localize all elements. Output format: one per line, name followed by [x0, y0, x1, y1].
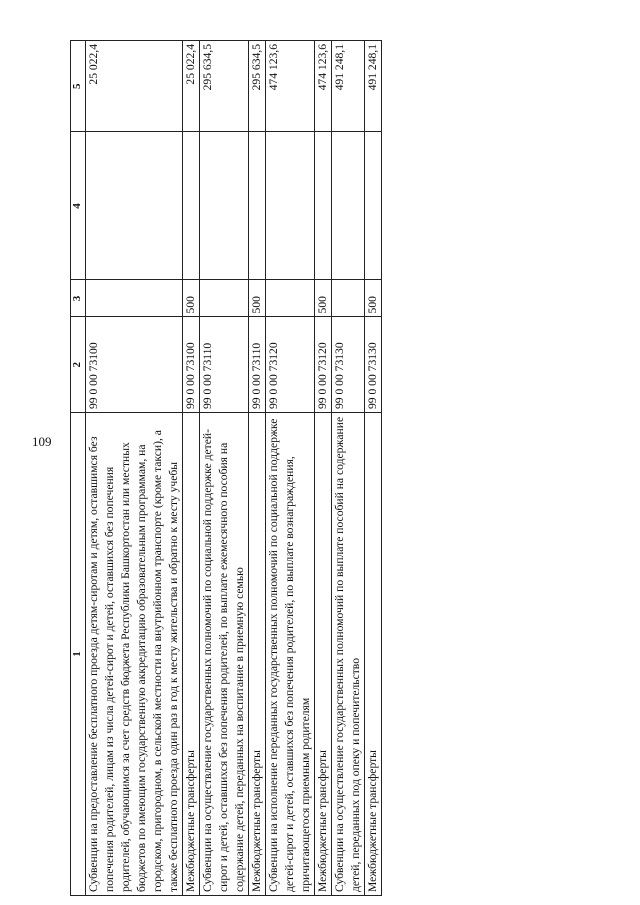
row-col4-cell: [183, 132, 200, 280]
table-row: [365, 41, 382, 896]
rotated-table-container: [70, 40, 548, 896]
row-col4-cell: [200, 132, 249, 280]
row-code-cell: 99 0 00 73130: [332, 317, 365, 413]
row-col4-cell: [365, 132, 382, 280]
table-row: [249, 41, 266, 896]
row-code-cell: 99 0 00 73110: [249, 317, 266, 413]
row-col4-cell: [332, 132, 365, 280]
row-name-cell: Субвенции на осуществление государственных полномочий по социальной поддержке детей-сирот и детей, оставшихся без попечения родителей, по выплате ежемесячного пособия на содержание детей, переданных на воспитание в приемную семью: [200, 413, 249, 896]
row-type-cell: [200, 280, 249, 317]
header-row: [71, 41, 86, 896]
row-amount-cell: 474 123,6: [315, 41, 332, 133]
row-type-cell: [266, 280, 315, 317]
table-row: [315, 41, 332, 896]
row-amount-cell: 25 022,4: [183, 41, 200, 133]
column-header: 5: [71, 41, 86, 133]
row-type-cell: [86, 280, 183, 317]
row-name-cell: Субвенции на исполнение переданных государственных полномочий по социальной поддержке детей-сирот и детей, оставшихся без попечения родителей, по выплате вознаграждения, причитающегося приемным родителям: [266, 413, 315, 896]
table-row: [183, 41, 200, 896]
row-amount-cell: 491 248,1: [332, 41, 365, 133]
table-row: [86, 41, 183, 896]
row-code-cell: 99 0 00 73110: [200, 317, 249, 413]
row-name-cell: Межбюджетные трансферты: [365, 413, 382, 896]
row-type-cell: 500: [183, 280, 200, 317]
column-header: 3: [71, 280, 86, 317]
row-code-cell: 99 0 00 73100: [183, 317, 200, 413]
row-amount-cell: 491 248,1: [365, 41, 382, 133]
table-row: [266, 41, 315, 896]
row-col4-cell: [315, 132, 332, 280]
column-header: 4: [71, 132, 86, 280]
row-name-cell: Межбюджетные трансферты: [315, 413, 332, 896]
row-amount-cell: 25 022,4: [86, 41, 183, 133]
row-code-cell: 99 0 00 73130: [365, 317, 382, 413]
row-type-cell: 500: [365, 280, 382, 317]
row-name-cell: Межбюджетные трансферты: [249, 413, 266, 896]
page-number: 109: [32, 434, 52, 449]
row-amount-cell: 295 634,5: [249, 41, 266, 133]
row-code-cell: 99 0 00 73120: [266, 317, 315, 413]
table-row: [332, 41, 365, 896]
table-body: [86, 41, 382, 896]
row-col4-cell: [249, 132, 266, 280]
budget-table: [70, 40, 382, 896]
column-header: 2: [71, 317, 86, 413]
table-row: [200, 41, 249, 896]
row-name-cell: Межбюджетные трансферты: [183, 413, 200, 896]
row-type-cell: 500: [249, 280, 266, 317]
row-col4-cell: [266, 132, 315, 280]
row-col4-cell: [86, 132, 183, 280]
row-name-cell: Субвенции на предоставление бесплатного проезда детям-сиротам и детям, оставшимся без попечения родителей, лицам из числа детей-сирот и детей, оставшихся без попечения родителей, обучающимся за счет средств бюджета Республики Башкортостан или местных бюджетов по имеющим государственную аккредитацию образовательным программам, на городском, пригородном, в сельской местности на внутрийонном транспорте (кроме такси), а также бесплатного проезда один раз в год к месту жительства и обратно к месту учебы: [86, 413, 183, 896]
row-amount-cell: 474 123,6: [266, 41, 315, 133]
row-code-cell: 99 0 00 73120: [315, 317, 332, 413]
row-name-cell: Субвенции на осуществление государственных полномочий по выплате пособий на содержание детей, переданных под опеку и попечительство: [332, 413, 365, 896]
column-header: 1: [71, 413, 86, 896]
row-type-cell: 500: [315, 280, 332, 317]
row-type-cell: [332, 280, 365, 317]
row-amount-cell: 295 634,5: [200, 41, 249, 133]
row-code-cell: 99 0 00 73100: [86, 317, 183, 413]
